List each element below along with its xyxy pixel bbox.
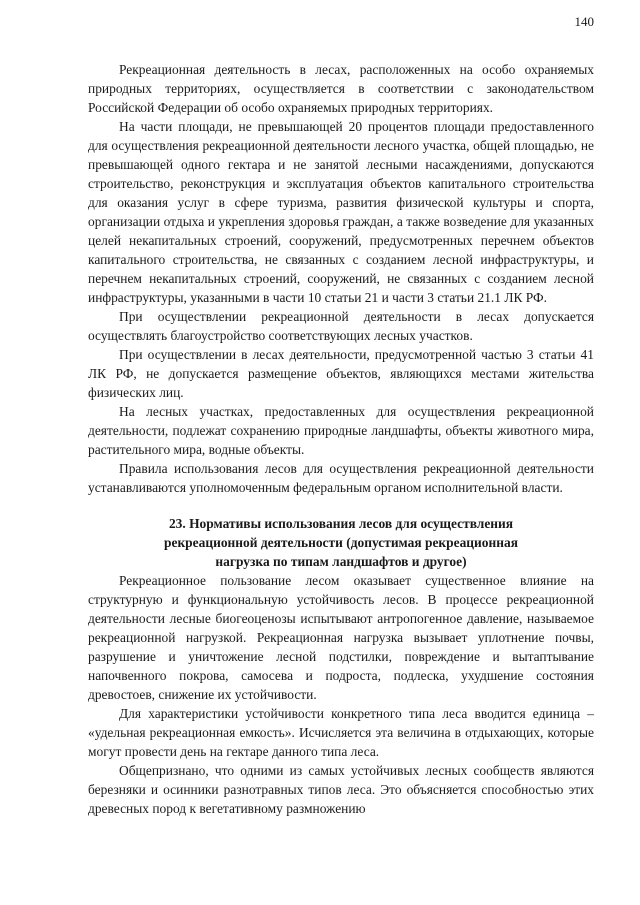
paragraph: При осуществлении рекреационной деятельности в лесах допускается осуществлять благоустройство соответствующих лесных участков. — [88, 309, 594, 343]
section-heading-line: 23. Нормативы использования лесов для осуществления — [168, 516, 514, 531]
paragraph: Общепризнано, что одними из самых устойчивых лесных сообществ являются березняки и осинники разнотравных типов леса. Это объясняется способностью этих древесных пород к вегетативному размножению — [88, 763, 594, 816]
paragraph: Правила использования лесов для осуществления рекреационной деятельности устанавливаются уполномоченным федеральным органом исполнительной власти. — [88, 461, 594, 495]
paragraph: Рекреационная деятельность в лесах, расположенных на особо охраняемых природных территориях, осуществляется в соответствии с законодательством Российской Федерации об особо охраняемых природных территориях. — [88, 62, 594, 115]
paragraph: На части площади, не превышающей 20 процентов площади предоставленного для осуществления рекреационной деятельности лесного участка, общей площадью, не превышающей одного гектара и не занятой лесными насаждениями, допускаются строительство, реконструкция и эксплуатация объектов капитального строительства для оказания услуг в сфере туризма, развития физической культуры и спорта, организации отдыха и укрепления здоровья граждан, а также возведение для указанных целей некапитальных строений, сооружений, предусмотренных перечнем объектов капитального строительства, не связанных с созданием лесной инфраструктуры, и перечнем некапитальных строений, сооружений, не связанных с созданием лесной инфраструктуры, указанными в части 10 статьи 21 и части 3 статьи 21.1 ЛК РФ. — [88, 119, 594, 305]
paragraph: Для характеристики устойчивости конкретного типа леса вводится единица – «удельная рекреационная емкость». Исчисляется эта величина в отдыхающих, которые могут провести день на гектаре данного типа леса. — [88, 706, 594, 759]
section-heading-line: рекреационной деятельности (допустимая рекреационная — [164, 535, 518, 550]
page-body — [88, 60, 594, 818]
paragraph: Рекреационное пользование лесом оказывает существенное влияние на структурную и функциональную устойчивость лесов. В процессе рекреационной деятельности лесные биогеоценозы испытывают антропогенное давление, называемое рекреационной нагрузкой. Рекреационная нагрузка вызывает уплотнение почвы, разрушение и уничтожение лесной подстилки, повреждение и вытаптывание напочвенного покрова, самосева и подроста, подлеска, ухудшение состояния древостоев, снижение их устойчивости. — [88, 573, 594, 702]
page-number: 140 — [574, 14, 594, 29]
section-heading — [88, 514, 594, 571]
section-heading-line: нагрузка по типам ландшафтов и другое) — [215, 554, 467, 569]
paragraph: На лесных участках, предоставленных для осуществления рекреационной деятельности, подлежат сохранению природные ландшафты, объекты животного мира, растительного мира, водные объекты. — [88, 404, 594, 457]
paragraph: При осуществлении в лесах деятельности, предусмотренной частью 3 статьи 41 ЛК РФ, не допускается размещение объектов, являющихся местами жительства физических лиц. — [88, 347, 594, 400]
